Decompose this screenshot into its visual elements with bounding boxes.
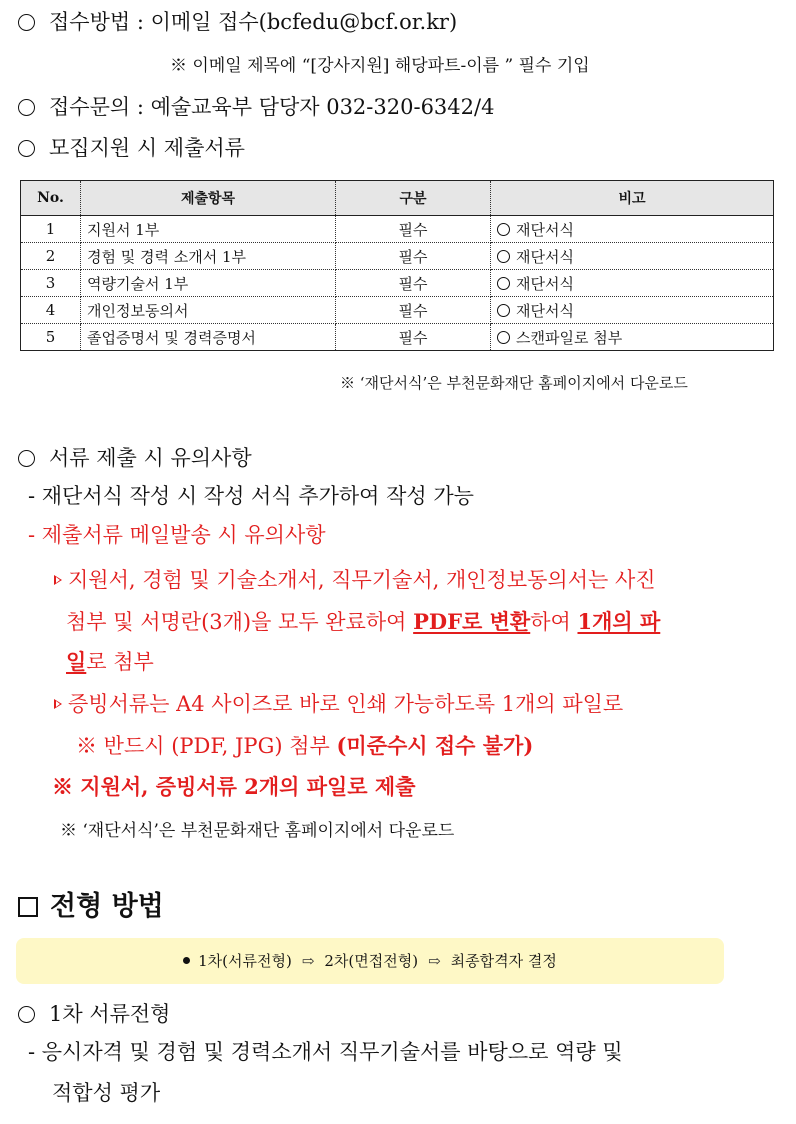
row-item: 졸업증명서 및 경력증명서 [81,324,336,351]
circle-icon [497,304,510,317]
circle-icon [497,250,510,263]
inquiry-text: 접수문의 : 예술교육부 담당자 032-320-6342/4 [49,95,495,119]
caution-heading-text: 서류 제출 시 유의사항 [49,446,252,470]
row-note: 재단서식 [491,216,774,243]
header-item: 제출항목 [81,181,336,216]
circle-bullet-icon [18,99,35,116]
docs-heading-text: 모집지원 시 제출서류 [49,136,245,160]
row-item: 지원서 1부 [81,216,336,243]
row-note: 재단서식 [491,270,774,297]
row-type: 필수 [336,297,491,324]
triangle-bullet-icon [54,699,62,709]
flow-step-3: 최종합격자 결정 [450,952,557,970]
submit-method-line [18,6,457,36]
arrow-right-icon: ⇨ [301,952,315,970]
caution-bullet-2-line1: 증빙서류는 A4 사이즈로 바로 인쇄 가능하도록 1개의 파일로 [54,688,623,718]
header-note: 비고 [491,181,774,216]
inquiry-line [18,91,494,121]
pdf-convert-emphasis: PDF로 변환 [413,609,531,634]
submit-method-text: 접수방법 : 이메일 접수(bcfedu@bcf.or.kr) [49,10,458,34]
table-footnote: ※ ‘재단서식’은 부천문화재단 홈페이지에서 다운로드 [340,374,688,392]
submit-two-files-line: ※ 지원서, 증빙서류 2개의 파일로 제출 [52,774,416,799]
row-item: 개인정보동의서 [81,297,336,324]
arrow-right-icon: ⇨ [428,952,441,970]
row-no: 4 [21,297,81,324]
row-type: 필수 [336,243,491,270]
caution-bullet-1-line2: 첨부 및 서명란(3개)을 모두 완료하여 PDF로 변환하여 1개의 파 [66,609,661,634]
flow-step-2: 2차(면접전형) [324,952,419,970]
table-header-row [21,181,774,216]
noncompliance-emphasis: (미준수시 접수 불가) [336,733,534,758]
download-note: ※ ‘재단서식’은 부천문화재단 홈페이지에서 다운로드 [60,821,455,841]
triangle-bullet-icon [54,575,62,585]
caution-bullet-1-line1: 지원서, 경험 및 기술소개서, 직무기술서, 개인정보동의서는 사진 [54,564,656,594]
circle-bullet-icon [18,14,35,31]
circle-bullet-icon [18,1006,35,1023]
flow-step-1: 1차(서류전형) [198,952,292,970]
row-note: 스캔파일로 첨부 [491,324,774,351]
docs-heading-line [18,132,245,162]
caution-heading-line [18,442,252,472]
caution-bullet-1-line3: 일로 첨부 [66,649,154,674]
first-screening-desc-2: 적합성 평가 [52,1081,161,1105]
header-no: No. [21,181,81,216]
subject-note: ※ 이메일 제목에 “[강사지원] 해당파트-이름 ” 필수 기입 [170,56,590,76]
square-bullet-icon [18,897,38,917]
circle-icon [497,331,510,344]
row-type: 필수 [336,270,491,297]
first-screening-desc-1: - 응시자격 및 경험 및 경력소개서 직무기술서를 바탕으로 역량 및 [28,1040,623,1064]
caution-dash-1: - 재단서식 작성 시 작성 서식 추가하여 작성 가능 [28,484,474,508]
table-row [21,270,774,297]
circle-bullet-icon [18,450,35,467]
caution-dash-2: - 제출서류 메일발송 시 유의사항 [28,523,326,547]
table-row [21,216,774,243]
row-no: 1 [21,216,81,243]
selection-title: 전형 방법 [18,884,164,923]
table-row [21,243,774,270]
table-row [21,297,774,324]
row-type: 필수 [336,216,491,243]
row-item: 경험 및 경력 소개서 1부 [81,243,336,270]
row-no: 2 [21,243,81,270]
documents-table [20,180,774,351]
header-type: 구분 [336,181,491,216]
circle-icon [497,223,510,236]
first-screening-heading-line: 1차 서류전형 [18,998,170,1028]
caution-bullet-2-line2: ※ 반드시 (PDF, JPG) 첨부 (미준수시 접수 불가) [76,733,534,758]
selection-flow-box [16,938,724,984]
circle-bullet-icon [18,140,35,157]
row-type: 필수 [336,324,491,351]
row-no: 5 [21,324,81,351]
one-file-emphasis: 1개의 파 [577,609,661,634]
row-note: 재단서식 [491,243,774,270]
row-no: 3 [21,270,81,297]
circle-icon [497,277,510,290]
dot-bullet-icon [183,957,190,964]
row-item: 역량기술서 1부 [81,270,336,297]
row-note: 재단서식 [491,297,774,324]
table-row [21,324,774,351]
